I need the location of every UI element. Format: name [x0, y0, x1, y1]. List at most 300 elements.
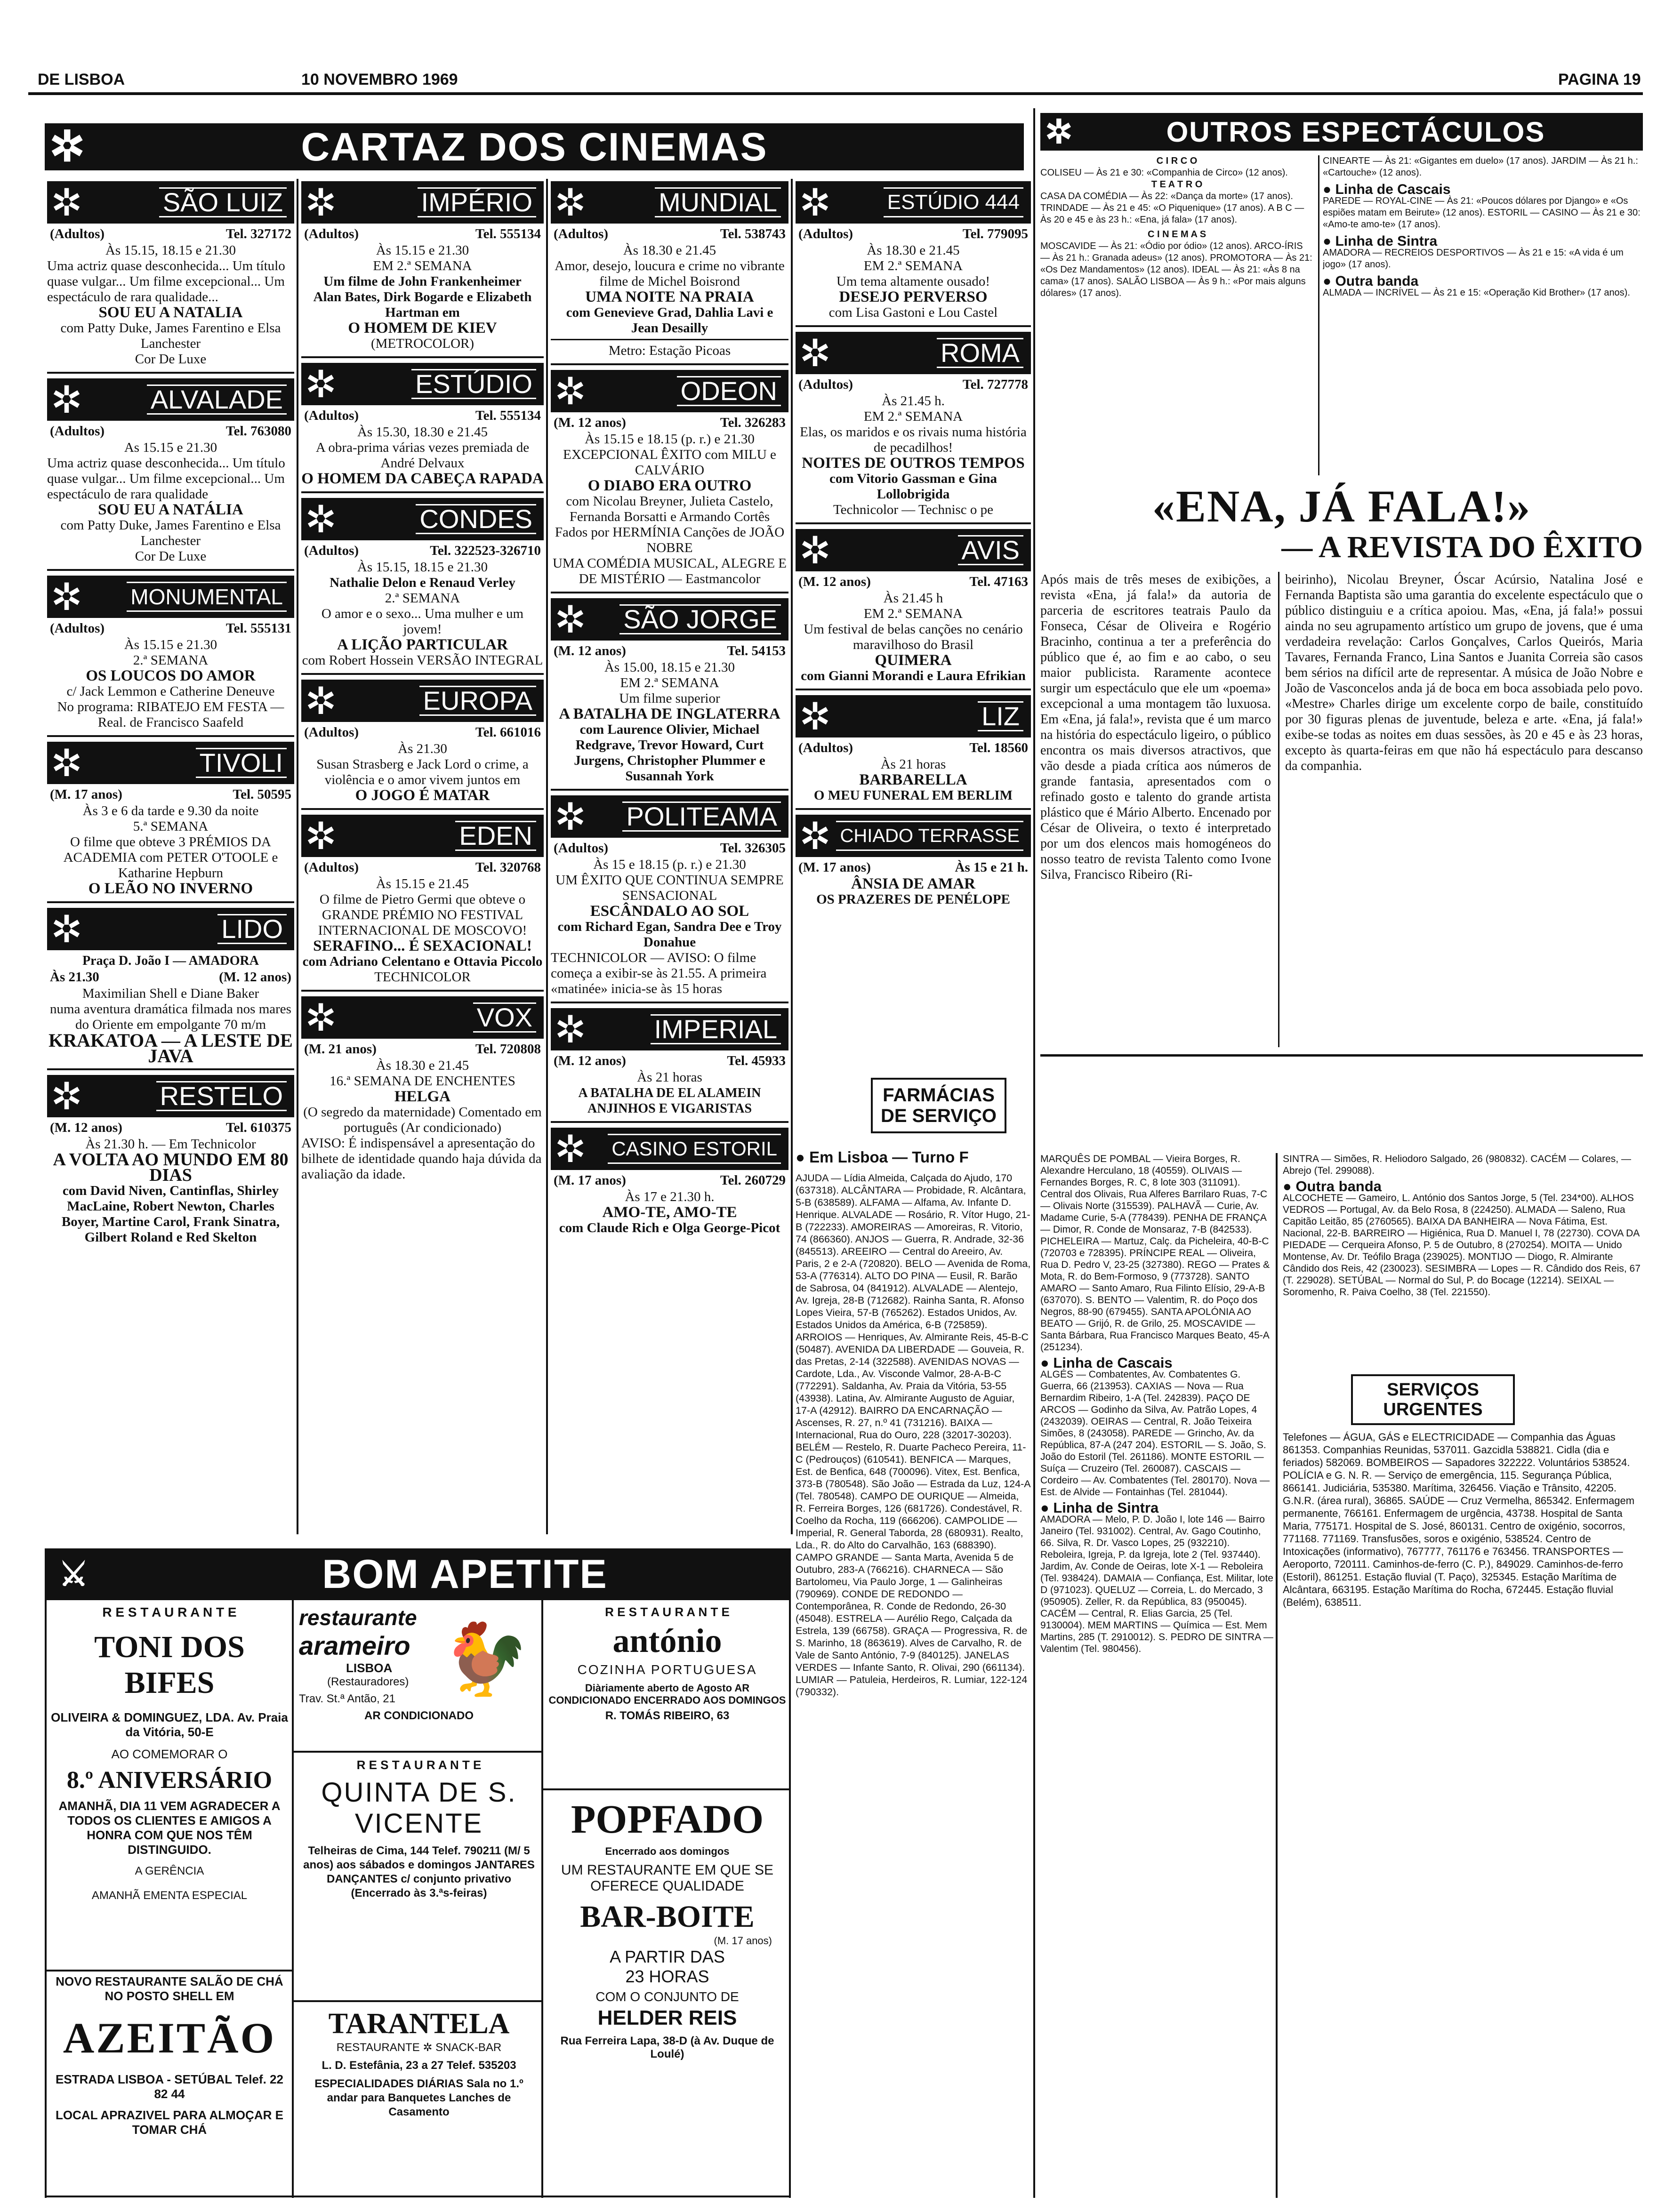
cast: Alan Bates, Dirk Bogarde e Elizabeth Hartman em [313, 289, 532, 320]
asterisk-icon: ✲ [305, 498, 337, 540]
cast: com Adriano Celentano e Ottavia Piccolo [302, 954, 543, 969]
cinema-name: IMPERIAL [651, 1014, 781, 1044]
cinema-name: ROMA [937, 338, 1023, 368]
note: Cor De Luxe [135, 549, 207, 564]
rating: (M. 12 anos) [219, 970, 291, 985]
blurb: Um tema altamente ousado! [836, 274, 990, 289]
showtimes: Às 15.15 e 21.30 [124, 637, 217, 652]
blurb: Uma actriz quase desconhecida... Um título quase vulgar... Um filme excepcional... Um espectáculo de rara qualidade [47, 456, 285, 502]
ad-azeitao [49, 1974, 290, 2193]
asterisk-icon: ✲ [305, 363, 337, 405]
bom-apetite-title: BOM APETITE [322, 1551, 608, 1597]
ad-text: AMANHÃ EMENTA ESPECIAL [91, 1889, 248, 1902]
cinema-europa [301, 680, 544, 810]
rating: (Adultos) [798, 377, 853, 392]
header-date: 10 NOVEMBRO 1969 [301, 71, 458, 88]
cast: com Patty Duke, James Farentino e Elsa Lanchester [60, 518, 281, 548]
ad-tarantela [299, 2007, 539, 2193]
showtimes: Às 18.30 e 21.45 [867, 243, 960, 258]
film-title: A BATALHA DE INGLATERRA [559, 705, 780, 722]
phone: Tel. 661016 [475, 725, 541, 740]
week: EM 2.ª SEMANA [620, 675, 719, 690]
cinema-condes [301, 498, 544, 675]
cinema-name: VOX [473, 1002, 536, 1033]
blurb: Uma actriz quase desconhecida... Um título quase vulgar... Um filme excepcional... Um espectáculo de rara qualidade... [47, 258, 285, 305]
showtimes: Às 15.00, 18.15 e 21.30 [604, 660, 735, 675]
rating: (Adultos) [798, 226, 853, 241]
column-rule [546, 179, 548, 1534]
film-title: ÂNSIA DE AMAR [851, 875, 976, 892]
asterisk-icon: ✲ [799, 815, 831, 857]
phone: Tel. 538743 [720, 226, 786, 241]
showtimes: Às 15.15 e 21.30 [376, 243, 469, 258]
rating: (Adultos) [554, 226, 609, 241]
note: TECHNICOLOR [374, 970, 471, 985]
cinema-name: LIZ [978, 701, 1023, 731]
cinema-column-4 [796, 181, 1031, 1066]
ad-text: (M. 17 anos) [714, 1935, 772, 1947]
week: EXCEPCIONAL ÊXITO com MILU e CALVÁRIO [563, 447, 776, 478]
rating: (Adultos) [304, 408, 359, 423]
ad-address: Trav. St.ª Antão, 21 [299, 1692, 395, 1705]
cinema-avis [796, 529, 1031, 690]
phone: Tel. 54153 [727, 643, 786, 658]
farmacias-outra-text: ALCOCHETE — Gameiro, L. António dos Santos Jorge, 5 (Tel. 234*00). ALHOS VEDROS — Portugal, Av. da Belo Rosa, 8 (224250). ALMADA — Saleno, Rua Capitão Leitão, 85 (2760565). BAIXA DA BANHEIRA — Nova Fátima, Est. Nacional, 22-B. BARREIRO — Higiénica, Rua D. Manuel I, 78 (22730). COVA DA PIEDADE — Cerqueira Afonso, P. 5 de Outubro, 8 (270254). MOITA — Unido Montense, Av. Dr. Teófilo Braga (239025). MONTIJO — Diogo, R. Almirante Cândido dos Reis, 42 (230023). SESIMBRA — Lopes — R. Cândido dos Reis, 67 (T. 229028). SETÚBAL — Normal do Sul, P. do Bocage (12214). SEIXAL — Soromenho, R. Paiva Coelho, 38 (Tel. 221550). [1283, 1193, 1641, 1298]
phone: Tel. 326283 [720, 415, 786, 430]
ad-address: Rua Ferreira Lapa, 38-D (à Av. Duque de Loulé) [560, 2035, 774, 2060]
cinema-name: MONUMENTAL [127, 582, 287, 612]
revista-subtitle: — A REVISTA DO ÊXITO [1281, 530, 1643, 564]
cinema-sao-luiz [47, 181, 294, 374]
column-rule [789, 1600, 791, 2198]
film-title: ESCÂNDALO AO SOL [590, 903, 749, 920]
showtimes: Às 15 e 18.15 (p. r.) e 21.30 [593, 857, 746, 872]
ad-text: AR CONDICIONADO [364, 1709, 474, 1722]
ad-name: TONI DOS BIFES [94, 1630, 245, 1700]
revista-title: «ENA, JÁ FALA!» [1152, 481, 1531, 531]
cinema-alvalade [47, 378, 294, 571]
cinema-name: ESTÚDIO [411, 369, 536, 399]
phone: Tel. 779095 [962, 226, 1028, 241]
ad-text: NOVO RESTAURANTE SALÃO DE CHÁ NO POSTO SHELL EM [56, 1974, 283, 2003]
ad-arameiro [299, 1605, 539, 1746]
column-rule [1278, 572, 1279, 1047]
phone: Tel. 327172 [225, 226, 291, 241]
asterisk-icon: ✲ [555, 370, 587, 412]
blurb: UM ÊXITO QUE CONTINUA SEMPRE SENSACIONAL [555, 873, 784, 903]
showtimes: Às 21.30 h. — Em Technicolor [85, 1137, 256, 1152]
asterisk-icon: ✲ [799, 695, 831, 737]
film-title: SERAFINO... É SEXACIONAL! [313, 938, 532, 954]
blurb: O filme de Pietro Germi que obteve o GRANDE PRÉMIO NO FESTIVAL INTERNACIONAL DE MOSCOVO! [318, 892, 527, 938]
cinema-column-1 [47, 181, 294, 1537]
column-rule [1276, 1153, 1278, 2198]
phone: Tel. 50595 [233, 787, 291, 802]
showtimes: Às 21 horas [637, 1070, 702, 1085]
film-title: SOU EU A NATALIA [98, 304, 243, 321]
cast: c/ Jack Lemmon e Catherine Deneuve [66, 684, 275, 699]
header-rule [28, 92, 1643, 95]
week: 16.ª SEMANA DE ENCHENTES [330, 1074, 515, 1089]
film-title: HELGA [394, 1088, 451, 1105]
ad-heading: R E S T A U R A N T E [102, 1605, 237, 1619]
showtimes: Às 18.30 e 21.45 [623, 243, 716, 258]
asterisk-icon: ✲ [555, 598, 587, 641]
film-title-2: O MEU FUNERAL EM BERLIM [813, 788, 1013, 803]
column-rule [1033, 108, 1035, 2198]
rating: (Adultos) [798, 740, 853, 755]
film-title: BARBARELLA [859, 771, 967, 788]
header-left: DE LISBOA [38, 71, 125, 88]
cinema-imperial [551, 1008, 788, 1123]
farmacias-col-1: AJUDA — Lídia Almeida, Calçada do Ajudo, 170 (637318). ALCÂNTARA — Probidade, R. Alcântara, 5-B (638589). ALFAMA — Alfama, Av. Infante D. Henrique. ALVALADE — Rosário, R. Vítor Hugo, 21-B (722233). AMOREIRAS — Amoreiras, R. Vitorio, 74 (866360). ANJOS — Guerra, R. Andrade, 32-36 (845513). AREEIRO — Central do Areeiro, Av. Paris, 2 e 2-A (720820). BELO — Avenida de Roma, 53-A (776314). ALTO DO PINA — Eusil, R. Barão de Sabrosa, 04 (841912). ALVALADE — Alentejo, Av. Igreja, 28-B (712682). Rainha Santa, R. Afonso Lopes Vieira, 57-B (765262). Estados Unidos, Av. Estados Unidos da América, 6-B (725859). ARROIOS — Henriques, Av. Almirante Reis, 45-B-C (50487). AVENIDA DA LIBERDADE — Gouveia, R. das Pretas, 2-14 (322588). AVENIDAS NOVAS — Cardote, Lda., Av. Visconde Valmor, 28-A-B-C (772291). Saldanha, Av. Praia da Vitória, 53-55 (43938). Latina, Av. Almirante Augusto de Aguiar, 17-A (42912). BAIRRO DA ENCARNAÇÃO — Ascenses, R. 27, n.º 41 (731216). BAIXA — Internacional, Rua do Ouro, 228 (32017-30203). BELÉM — Restelo, R. Duarte Pacheco Pereira, 11-C (Pedrouços) (610541). BENFICA — Marques, Est. de Benfica, 648 (700096). Vitex, Est. Benfica, 373-B (780548). São João — Estrada da Luz, 124-A (Tel. 780548). CAMPO DE OURIQUE — Almeida, R. Ferreira Borges, 126 (681726). Condestável, R. Coelho da Rocha, 119 (666206). CAMPOLIDE — Imperial, R. General Taborda, 28 (680931). Realto, Lda., R. do Alto do Carvalhão, 163 (688390). CAMPO GRANDE — Santa Marta, Avenida 5 de Outubro, 283-A (766216). CHARNECA — São Bartolomeu, Via Paulo Jorge, 1 — Galinheiras (790969). CONDE DE REDONDO — Contemporânea, R. Conde de Redondo, 26-30 (45048). ESTRELA — Aurélio Rego, Calçada da Estrela, 139 (66758). GRAÇA — Progressiva, R. de S. Marinho, 18 (863619). Alves de Carvalho, R. de Vale de Santo António, 7-9 (840125). JANELAS VERDES — Infante Santo, R. Olivai, 290 (661134). LUMIAR — Patuleia, Herdeiros, R. Lumiar, 122-124 (790332). [796, 1172, 1031, 1698]
rating: (M. 12 anos) [798, 574, 871, 589]
ad-rule [292, 2000, 541, 2002]
showtimes: Às 3 e 6 da tarde e 9.30 da noite [82, 803, 259, 818]
rating: (Adultos) [304, 226, 359, 241]
cinema-imperio [301, 181, 544, 358]
blurb: Susan Strasberg e Jack Lord o crime, a violência e o amor vivem juntos em [316, 757, 529, 787]
showtimes: As 15.15 e 21.30 [124, 440, 217, 455]
ad-name: AZEITÃO [63, 2014, 276, 2062]
cinema-tivoli [47, 742, 294, 903]
ad-popfado [548, 1795, 786, 2193]
asterisk-icon: ✲ [51, 1075, 83, 1117]
ad-heading: R E S T A U R A N T E [605, 1605, 730, 1619]
note: UMA COMÉDIA MUSICAL, ALEGRE E DE MISTÉRIO — Eastmancolor [552, 556, 787, 586]
farmacias-cascais-text: ALGÉS — Combatentes, Av. Combatentes G. Guerra, 66 (213953). CAXIAS — Nova — Rua Bernardim Ribeiro, 1-A (Tel. 242839). PAÇO DE ARCOS — Godinho da Silva, Av. Patrão Lopes, 4 (2432039). OEIRAS — Central, R. João Teixeira Simões, 8 (243058). PAREDE — Grincho, Av. da República, 87-A (247 204). ESTORIL — S. João, S. João do Estoril (Tel. 261186). MONTE ESTORIL — Suíça — Cruzeiro (Tel. 260087). CASCAIS — Cordeiro — Av. Combatentes (Tel. 280170). Nova — Est. de Alvide — Fontainhas (Tel. 281044). [1040, 1369, 1270, 1498]
phone: Tel. 320768 [475, 860, 541, 875]
farmacias-lisboa-heading: ● Em Lisboa — Turno F [796, 1148, 969, 1166]
film-title: AMO-TE, AMO-TE [602, 1204, 737, 1221]
farmacias-outra-heading: ● Outra banda [1283, 1178, 1382, 1194]
phone: Tel. 326305 [720, 841, 786, 856]
week: EM 2.ª SEMANA [863, 409, 963, 424]
cast: com David Niven, Cantinflas, Shirley MacLaine, Robert Newton, Charles Boyer, Martine Carol, Frank Sinatra, Gilbert Roland e Red Skelton [61, 1183, 280, 1245]
film-title-2: ANJINHOS E VIGARISTAS [587, 1101, 752, 1116]
showtimes: Às 18.30 e 21.45 [376, 1058, 469, 1073]
blurb: (O segredo da maternidade) Comentado em português (Ar condicionado) [303, 1105, 542, 1135]
asterisk-icon: ✲ [555, 795, 587, 838]
ad-text: (Restauradores) [327, 1675, 409, 1688]
cinema-name: SÃO LUIZ [159, 187, 287, 217]
rating: (Adultos) [554, 841, 609, 856]
place: Praça D. João I — AMADORA [82, 954, 259, 968]
phone: Tel. 555134 [475, 408, 541, 423]
ad-address: L. D. Estefânia, 23 a 27 Telef. 535203 [322, 2059, 516, 2072]
week: 2.ª SEMANA [385, 591, 460, 606]
rating: (M. 12 anos) [554, 1053, 626, 1068]
asterisk-icon: ✲ [51, 908, 83, 950]
ad-text: LISBOA [346, 1661, 393, 1675]
note: Technicolor — Technisc o pe [833, 502, 994, 517]
cast: com Gianni Morandi e Laura Efrikian [801, 668, 1026, 683]
phone: Tel. 763080 [225, 424, 291, 439]
cinema-sao-jorge [551, 598, 788, 791]
asterisk-icon: ✲ [555, 1008, 587, 1050]
showtimes: Às 17 e 21.30 h. [625, 1189, 715, 1204]
column-rule [292, 1600, 294, 2198]
teatro-heading: T E A T R O [1151, 179, 1203, 190]
cinema-name: RESTELO [156, 1081, 287, 1111]
showtimes: Às 21.45 h [883, 591, 943, 606]
rating: (M. 17 anos) [798, 860, 871, 875]
cinema-estudio [301, 363, 544, 493]
ad-name: POPFADO [571, 1796, 764, 1842]
asterisk-icon: ✲ [305, 996, 337, 1039]
asterisk-icon: ✲ [51, 181, 83, 224]
note: Metro: Estação Picoas [608, 343, 731, 358]
blurb: Um festival de belas canções no cenário maravilhoso do Brasil [804, 622, 1023, 652]
farmacias-col-3 [1283, 1153, 1643, 1370]
cinema-casino-estoril [551, 1128, 788, 1241]
cinema-name: CONDES [416, 504, 536, 534]
cinema-chiado-terrasse [796, 815, 1031, 912]
servicos-title: SERVIÇOS URGENTES [1383, 1380, 1483, 1419]
note: com Robert Hossein VERSÃO INTEGRAL [302, 653, 543, 668]
asterisk-icon: ✲ [51, 378, 83, 421]
blurb: O amor e o sexo... Uma mulher e um jovem! [321, 606, 524, 637]
film-title: O DIABO ERA OUTRO [587, 477, 752, 494]
cascais-heading: ● Linha de Cascais [1323, 182, 1451, 197]
cinema-name: ESTÚDIO 444 [884, 187, 1023, 217]
ad-address: R. TOMÁS RIBEIRO, 63 [605, 1709, 730, 1722]
asterisk-icon: ✲ [49, 123, 86, 170]
blurb: Fados por HERMÍNIA Canções de JOÃO NOBRE [555, 525, 785, 555]
asterisk-icon: ✲ [1045, 113, 1074, 150]
farmacias-lisboa-cont: MARQUÊS DE POMBAL — Vieira Borges, R. Alexandre Herculano, 18 (40559). OLIVAIS — Fernandes Borges, R. C, 8 lote 303 (311091). Central dos Olivais, Rua Alferes Barrilaro Ruas, 7-C — Olivais Norte (315539). PALHAVÃ — Curie, Av. Madame Curie, 5-A (778439). PENHA DE FRANÇA — Dimor, R. Conde de Monsaraz, 7-B (842533). PICHELEIRA — Martuz, Calç. da Picheleira, 40-B-C (720703 e 728395). PRÍNCIPE REAL — Oliveira, Rua D. Pedro V, 23-25 (327380). REGO — Prates & Mota, R. do Bem-Formoso, 9 (773728). SANTO AMARO — Santo Amaro, Rua Filinto Elísio, 29-A-B (637070). S. BENTO — Valentim, R. do Poço dos Negros, 88-90 (679455). SANTA APOLÓNIA AO BEATO — Grijó, R. de Grilo, 25. MOSCAVIDE — Santa Bárbara, Rua Francisco Marques Beato, 45-A (251234). [1040, 1154, 1270, 1353]
cartaz-banner [45, 123, 1024, 170]
phone: Tel. 720808 [475, 1042, 541, 1057]
showtimes: Às 15.30, 18.30 e 21.45 [357, 425, 488, 440]
cast: Nathalie Delon e Renaud Verley [330, 575, 515, 590]
asterisk-icon: ✲ [555, 1128, 587, 1170]
ad-name: QUINTA DE S. VICENTE [321, 1777, 517, 1839]
column-rule [45, 1600, 47, 2198]
servicos-heading [1351, 1374, 1515, 1425]
showtimes: Às 15.15 e 18.15 (p. r.) e 21.30 [585, 432, 755, 447]
ad-text: RESTAURANTE ✲ SNACK-BAR [336, 2041, 502, 2054]
week: EM 2.ª SEMANA [373, 258, 472, 273]
sintra-text: AMADORA — RECREIOS DESPORTIVOS — Às 21 e 15: «A vida é um jogo» (17 anos). [1323, 248, 1624, 270]
cinema-politeama [551, 795, 788, 1003]
ad-anniversary: 8.º ANIVERSÁRIO [66, 1767, 273, 1794]
film-title: QUIMERA [875, 652, 952, 669]
showtimes: Às 15 e 21 h. [955, 860, 1028, 875]
film-title: OS LOUCOS DO AMOR [86, 667, 256, 684]
cinema-name: EDEN [455, 821, 536, 851]
cinema-name: EUROPA [419, 686, 536, 716]
film-title: SOU EU A NATÁLIA [98, 501, 243, 518]
cinema-column-3 [551, 181, 788, 1537]
cast: com Patty Duke, James Farentino e Elsa Lanchester [60, 321, 281, 351]
rating: (Adultos) [50, 226, 105, 241]
cinema-name: POLITEAMA [622, 801, 781, 832]
column-rule [1318, 155, 1319, 475]
sintra-heading: ● Linha de Sintra [1323, 233, 1438, 249]
farmacias-title: FARMÁCIAS DE SERVIÇO [881, 1085, 997, 1126]
cinema-name: CASINO ESTORIL [608, 1134, 781, 1164]
ad-text: Diàriamente aberto de Agosto AR CONDICIONADO ENCERRADO AOS DOMINGOS [548, 1682, 786, 1706]
asterisk-icon: ✲ [555, 181, 587, 224]
outros-banner [1040, 113, 1643, 151]
farmacias-col-2 [1040, 1153, 1273, 2198]
column-rule [541, 1600, 543, 2198]
film-title: O JOGO É MATAR [355, 787, 490, 804]
ad-text: A GERÊNCIA [135, 1865, 204, 1877]
cinema-name: LIDO [217, 914, 287, 944]
rating: (M. 17 anos) [50, 787, 122, 802]
cinema-name: MUNDIAL [655, 187, 781, 217]
cast: com Nicolau Breyner, Julieta Castelo, Fernanda Borsatti e Armando Cortês [566, 494, 773, 524]
ad-rule [45, 1970, 292, 1972]
ad-text: COZINHA PORTUGUESA [577, 1662, 757, 1677]
ad-address: ESTRADA LISBOA - SETÚBAL Telef. 22 82 44 [56, 2072, 283, 2101]
blurb: Um filme superior [619, 691, 720, 706]
rating: (Adultos) [50, 621, 105, 636]
ad-rule [292, 1751, 541, 1753]
ad-text: Encerrado aos domingos [605, 1845, 730, 1857]
cinema-monumental [47, 576, 294, 737]
film-title: O LEÃO NO INVERNO [88, 880, 253, 897]
blurb: numa aventura dramática filmada nos mares do Oriente em empolgante 70 m/m [50, 1002, 291, 1032]
rating: (Adultos) [50, 424, 105, 439]
phone: Tel. 18560 [969, 740, 1028, 755]
ad-text: AO COMEMORAR O [111, 1747, 228, 1761]
blurb: Amor, desejo, loucura e crime no vibrante filme de Michel Boisrond [555, 258, 785, 289]
cascais-text: PAREDE — ROYAL-CINE — Às 21: «Poucos dólares por Django» e «Os espiões matam em Beirute» (12 anos). ESTORIL — CASINO — Às 21 e 30: «Amo-te amo-te» (17 anos). [1323, 196, 1641, 230]
phone: Tel. 610375 [225, 1120, 291, 1135]
phone: Tel. 555134 [475, 226, 541, 241]
film-title: NOITES DE OUTROS TEMPOS [802, 455, 1025, 472]
showtimes: Às 21 horas [880, 757, 946, 772]
teatro-text: CASA DA COMÉDIA — Às 22: «Dança da morte» (17 anos). TRINDADE — Às 21 e 45: «O Piquenique» (17 anos). A B C — Às 20 e 45 e às 23 h.: «Ena, já fala» (17 anos). [1040, 191, 1304, 225]
cinemas-heading: C I N E M A S [1147, 229, 1207, 240]
outra-text: ALMADA — INCRÍVEL — Às 21 e 15: «Operação Kid Brother» (17 anos). [1323, 288, 1630, 298]
revista-col-2: beirinho), Nicolau Breyner, Óscar Acúrsio, Natalina José e Fernanda Baptista são uma garantia do excelente espectáculo que o público distinguiu e a crítica apoiou. Mas, «Ena, já fala!» possui ainda no seu agrupamento artístico um grupo de jovens, que é uma verdadeira revelação: Carlos Gonçalves, Carlos Queirós, Maria Tavares, Fernanda Franco, Lina Santos e Juanita Correia são casos bem sérios na difícil arte de representar. A música de João Nobre e João de Vasconcelos anda já de boca em boca assobiada pelo povo. «Mestre» Charles dirige um excelente corpo de baile, constituído por 30 figuras plenas de juventude, beleza e arte. «Ena, já fala!» exibe-se todas as noites em duas sessões, às 20 e 45 e às 23 horas, excepto às quarta-feiras em que não há espectáculo para descanso da companhia. [1285, 572, 1643, 773]
cutlery-icon: ⚔ [59, 1556, 89, 1593]
rating: (M. 12 anos) [50, 1120, 122, 1135]
ad-text: A PARTIR DAS [610, 1947, 725, 1966]
note: Cor De Luxe [135, 352, 207, 367]
phone: Tel. 45933 [727, 1053, 786, 1068]
asterisk-icon: ✲ [799, 529, 831, 571]
cinema-restelo [47, 1075, 294, 1250]
cast: com Vitorio Gassman e Gina Lollobrigida [829, 471, 997, 502]
column-rule [791, 179, 793, 1534]
outros-right [1323, 155, 1643, 475]
showtimes: Às 15.15, 18.15 e 21.30 [357, 560, 488, 575]
note: TECHNICOLOR — AVISO: O filme começa a exibir-se às 21.55. A primeira «matinée» inicia-se às 15 horas [551, 950, 767, 996]
ad-toni-dos-bifes [49, 1605, 290, 1963]
revista-col-1: Após mais de três meses de exibições, a revista «Ena, já fala!» da autoria de parceria de escritores teatrais Paulo da Fonseca, César de Oliveira e Rogério Bracinho, continua a ter a preferência do público que é, ao fim e ao cabo, o seu maior publicista. Raramente acontece surgir um espectáculo que ele um «poema» excepcional a uma montagem tão luxuosa. Em «Ena, já fala!», revista que é um marco na história do espectáculo ligeiro, o público encontra os mais diversos atractivos, que vão desde a piada crítica aos números de grande fantasia, apresentados com o refinado gosto e talento do grande artista plástico que é Mário Alberto. Encenado por César de Oliveira, o texto é interpretado por um dos elencos mais homogéneos do nosso teatro de revista Talento como Ivone Silva, Francisco Ribeiro (Ri- [1040, 572, 1271, 882]
rating: (M. 21 anos) [304, 1042, 377, 1057]
ad-text: AMANHÃ, DIA 11 VEM AGRADECER A TODOS OS CLIENTES E AMIGOS A HONRA COM QUE NOS TÊM DISTINGUIDO. [58, 1799, 281, 1857]
ad-rule [541, 1788, 791, 1790]
film-title: O HOMEM DA CABEÇA RAPADA [301, 470, 544, 487]
asterisk-icon: ✲ [305, 815, 337, 857]
ad-antonio [548, 1605, 786, 1784]
ad-name: arameiro [299, 1631, 410, 1660]
ad-name: antónio [612, 1622, 722, 1659]
ad-name: restaurante [299, 1605, 417, 1630]
cinema-name: TIVOLI [196, 748, 287, 778]
cast: com Genevieve Grad, Dahlia Lavi e Jean Desailly [566, 305, 773, 336]
bom-apetite-banner [45, 1548, 791, 1600]
blurb: O filme que obteve 3 PRÉMIOS DA ACADEMIA com PETER O'TOOLE e Katharine Hepburn [63, 834, 278, 881]
phone: Tel. 47163 [969, 574, 1028, 589]
cinema-mundial [551, 181, 788, 365]
circo-heading: C I R C O [1156, 156, 1198, 166]
rating: (Adultos) [304, 725, 359, 740]
blurb: Elas, os maridos e os rivais numa história de pecadilhos! [800, 425, 1027, 455]
cinemas-text: MOSCAVIDE — Às 21: «Ódio por ódio» (12 anos). ARCO-ÍRIS — Às 21 h.: Granada adeus» (12 anos). PROMOTORA — Às 21: «Os Dez Mandamentos» (12 anos). IDEAL — Às 21: «Às 8 na cama» (17 anos). SALÃO LISBOA — Às 9 h.: «Por mais alguns dólares» (17 anos). [1040, 241, 1312, 298]
column-rule [297, 179, 298, 1534]
ad-text: COM O CONJUNTO DE [595, 1989, 739, 2004]
outros-left [1040, 155, 1313, 475]
rooster-icon: 🐓 [442, 1619, 530, 1699]
revista-rule [1040, 1054, 1643, 1057]
showtimes: Às 21.30 [398, 741, 447, 756]
phone: Tel. 555131 [225, 621, 291, 636]
cinema-name: ALVALADE [147, 385, 287, 415]
farmacias-cascais-heading: ● Linha de Cascais [1040, 1354, 1173, 1371]
header-page: PAGINA 19 [1558, 71, 1641, 88]
showtimes: Às 15.15 e 21.45 [376, 876, 469, 891]
week: 5.ª SEMANA [133, 819, 209, 834]
farmacias-sintra-text: AMADORA — Melo, P. D. João I, lote 146 — Bairro Janeiro (Tel. 931002). Central, Av. Gago Coutinho, 66. Silva, R. Dr. Vasco Lopes, 25 (932210). Reboleira, Igreja, P. da Igreja, lote 2 (Tel. 937440). Jardim, Av. Conde de Oeiras, lote X-1 — Reboleira (Tel. 938424). DAMAIA — Confiança, Est. Militar, lote D (971023). QUELUZ — Correia, L. do Mercado, 3 (950905). Zeller, R. da República, 83 (950045). CACÉM — Central, R. Elias Garcia, 25 (Tel. 9130004). MEM MARTINS — Química — Est. Mem Martins, 285 (T. 2910012). S. PEDRO DE SINTRA — Valentim (Tel. 980456). [1040, 1514, 1273, 1654]
asterisk-icon: ✲ [305, 181, 337, 224]
film-title: O HOMEM DE KIEV [348, 320, 497, 337]
rating: (M. 12 anos) [554, 415, 626, 430]
phone: Tel. 260729 [720, 1173, 786, 1188]
showtimes: Às 21.30 [50, 970, 99, 985]
asterisk-icon: ✲ [799, 332, 831, 374]
blurb: A obra-prima várias vezes premiada de André Delvaux [315, 440, 530, 471]
note: No programa: RIBATEJO EM FESTA — Real. de Francisco Saafeld [57, 699, 284, 730]
asterisk-icon: ✲ [51, 576, 83, 618]
film-title: UMA NOITE NA PRAIA [585, 289, 754, 305]
ad-text: HELDER REIS [597, 2006, 737, 2029]
film-title-2: OS PRAZERES DE PENÉLOPE [816, 892, 1010, 907]
asterisk-icon: ✲ [799, 181, 831, 224]
cast: com Lisa Gastoni e Lou Castel [828, 305, 998, 320]
cartaz-title: CARTAZ DOS CINEMAS [301, 124, 768, 169]
film-title: A LIÇÃO PARTICULAR [337, 636, 508, 653]
farmacias-sintra-heading: ● Linha de Sintra [1040, 1499, 1159, 1516]
cast: com Claude Rich e Olga George-Picot [559, 1220, 780, 1235]
ad-name: BAR-BOITE [580, 1899, 755, 1934]
cinema-eden [301, 815, 544, 992]
film-title: A VOLTA AO MUNDO EM 80 DIAS [53, 1150, 289, 1185]
farmacias-sintra-cont: SINTRA — Simões, R. Heliodoro Salgado, 26 (980832). CACÉM — Colares, — Abrejo (Tel. 299088). [1283, 1154, 1631, 1176]
cinearte-text: CINEARTE — Às 21: «Gigantes em duelo» (17 anos). JARDIM — Às 21 h.: «Cartouche» (12 anos). [1323, 156, 1638, 178]
farmacias-heading [871, 1078, 1006, 1133]
cast: com Laurence Olivier, Michael Redgrave, Trevor Howard, Curt Jurgens, Christopher Plummer e Susannah York [574, 722, 765, 784]
cinema-column-2 [301, 181, 544, 1537]
cinema-estudio-444 [796, 181, 1031, 327]
asterisk-icon: ✲ [305, 680, 337, 722]
cinema-name: ODEON [677, 376, 781, 406]
ad-address: OLIVEIRA & DOMINGUEZ, LDA. Av. Praia da Vitória, 50-E [51, 1710, 288, 1739]
ad-text: UM RESTAURANTE EM QUE SE OFERECE QUALIDADE [561, 1862, 774, 1894]
showtimes: Às 21.45 h. [882, 393, 945, 409]
cast: Maximilian Shell e Diane Baker [82, 986, 259, 1001]
cinema-name: SÃO JORGE [619, 604, 781, 634]
cinema-name: CHIADO TERRASSE [836, 821, 1023, 851]
outros-title: OUTROS ESPECTÁCULOS [1166, 116, 1545, 148]
rating: (Adultos) [304, 543, 359, 558]
